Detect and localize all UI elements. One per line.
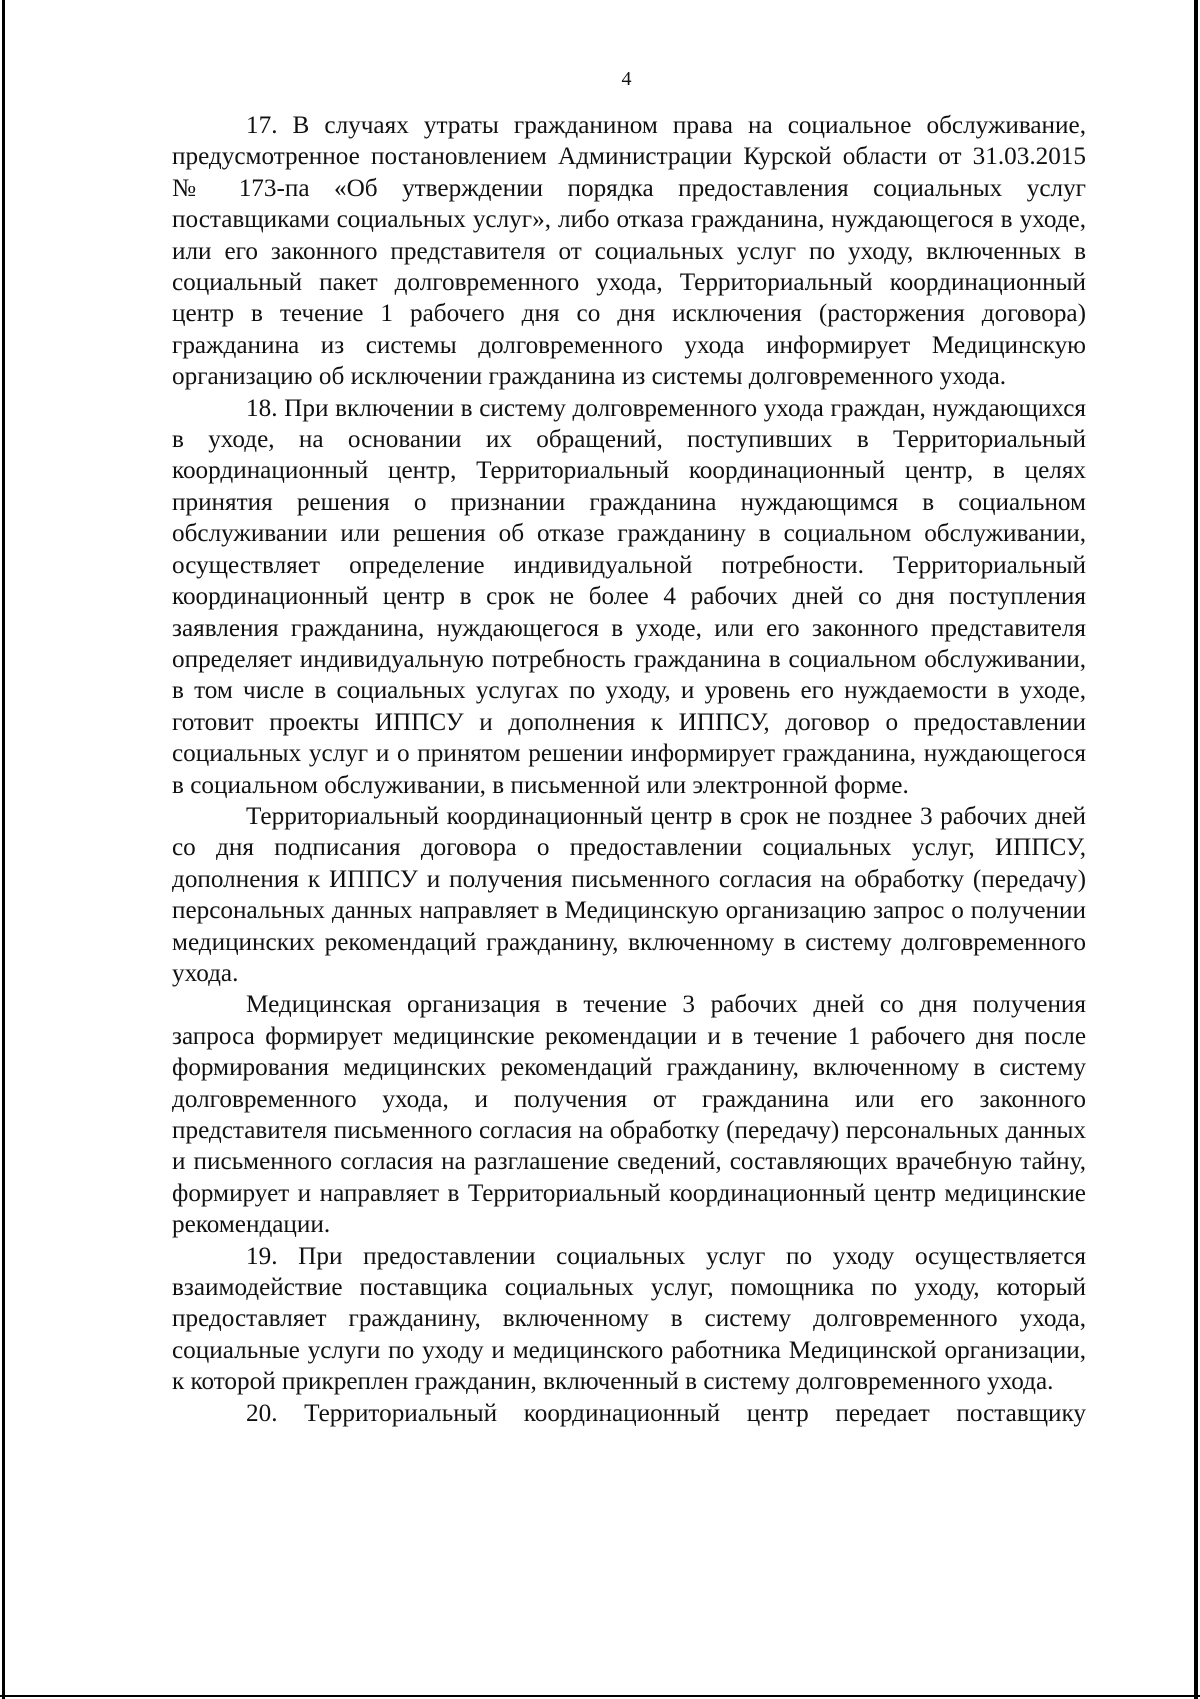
page-number: 4 xyxy=(621,68,632,90)
paragraph-20: 20. Территориальный координационный центр передает поставщику xyxy=(246,1399,1086,1427)
paragraph-coordination-center-request: Территориальный координационный центр в срок не позднее 3 рабочих дней со дня подписания договора о предоставлении социальных услуг, ИППСУ, дополнения к ИППСУ и получения письменного согласия на обработку (передачу) персональных данных направляет в Медицинскую организацию запрос о получении медицинских рекомендаций гражданину, включенному в систему долговременного ухода. xyxy=(172,802,1086,987)
paragraph-19: 19. При предоставлении социальных услуг по уходу осуществляется взаимодействие поставщика социальных услуг, помощника по уходу, который предоставляет гражданину, включенному в систему долговременного ухода, социальные услуги по уходу и медицинского работника Медицинской организации, к которой прикреплен гражданин, включенный в систему долговременного ухода. xyxy=(172,1242,1086,1396)
paragraph-medical-organization: Медицинская организация в течение 3 рабочих дней со дня получения запроса формирует медицинские рекомендации и в течение 1 рабочего дня после формирования медицинских рекомендаций гражданину, включенному в систему долговременного ухода, и получения от гражданина или его законного представителя письменного согласия на обработку (передачу) персональных данных и письменного согласия на разглашение сведений, составляющих врачебную тайну, формирует и направляет в Территориальный координационный центр медицинские рекомендации. xyxy=(172,991,1086,1239)
scan-border-right xyxy=(1194,0,1198,1699)
scan-border-left xyxy=(2,0,5,1699)
document-body xyxy=(172,110,1086,1429)
paragraph-18: 18. При включении в систему долговременного ухода граждан, нуждающихся в уходе, на основании их обращений, поступивших в Территориальный координационный центр, Территориальный координационный центр, в целях принятия решения о признании гражданина нуждающимся в социальном обслуживании или решения об отказе гражданину в социальном обслуживании, осуществляет определение индивидуальной потребности. Территориальный координационный центр в срок не более 4 рабочих дней со дня поступления заявления гражданина, нуждающегося в уходе, или его законного представителя определяет индивидуальную потребность гражданина в социальном обслуживании, в том числе в социальных услугах по уходу, и уровень его нуждаемости в уходе, готовит проекты ИППСУ и дополнения к ИППСУ, договор о предоставлении социальных услуг и о принятом решении информирует гражданина, нуждающегося в социальном обслуживании, в письменной или электронной форме. xyxy=(172,394,1086,799)
scan-border-bottom xyxy=(0,1695,1200,1697)
paragraph-17: 17. В случаях утраты гражданином права на социальное обслуживание, предусмотренное постановлением Администрации Курской области от 31.03.2015 № 173-па «Об утверждении порядка предоставления социальных услуг поставщиками социальных услуг», либо отказа гражданина, нуждающегося в уходе, или его законного представителя от социальных услуг по уходу, включенных в социальный пакет долговременного ухода, Территориальный координационный центр в течение 1 рабочего дня со дня исключения (расторжения договора) гражданина из системы долговременного ухода информирует Медицинскую организацию об исключении гражданина из системы долговременного ухода. xyxy=(172,112,1086,391)
